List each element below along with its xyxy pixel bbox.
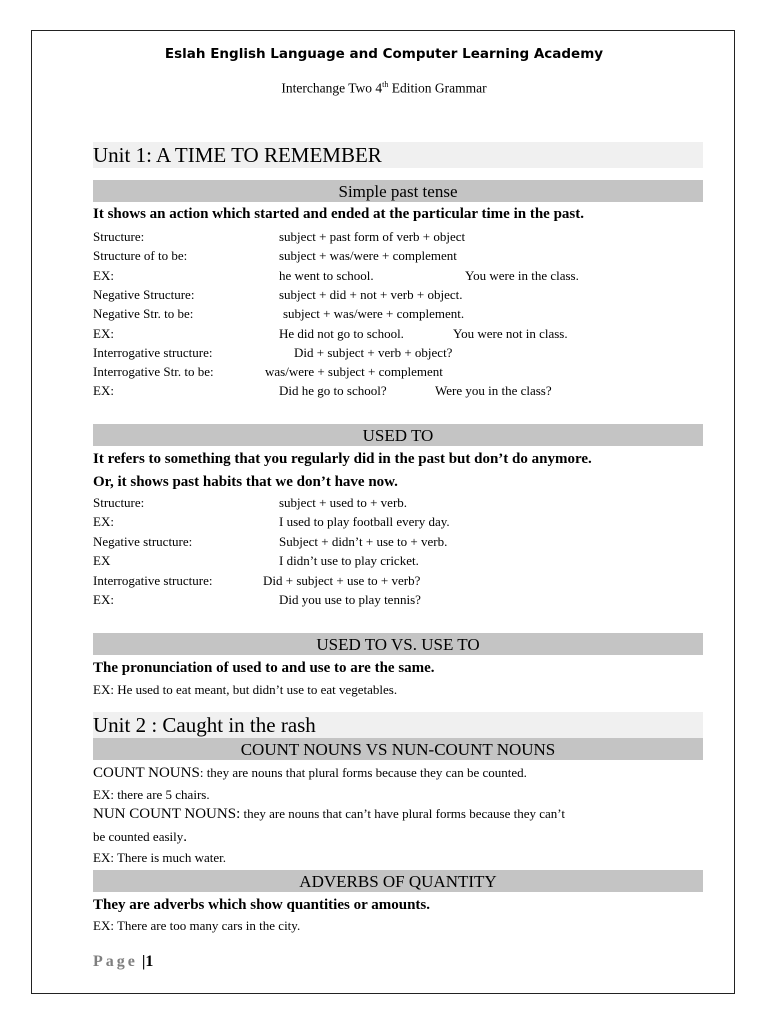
simple-past-row-value: Did + subject + verb + object? [294,344,453,360]
used-to-row-value: Did + subject + use to + verb? [263,572,421,588]
used-vs-use-heading: USED TO VS. USE TO [93,633,703,655]
noncount-nouns-term: NUN COUNT NOUNS: [93,806,241,822]
simple-past-row-value: subject + past form of verb + object [279,229,466,244]
simple-past-row-label: Interrogative structure: [93,344,213,360]
page-separator: | [141,953,146,970]
simple-past-row-label: Structure of to be: [93,248,188,264]
used-vs-use-lead: The pronunciation of used to and use to are the same. [93,660,435,676]
simple-past-row-value: Did he go to school? [279,383,387,399]
simple-past-row-value: subject + was/were + complement [279,248,457,264]
simple-past-row-value: was/were + subject + complement [265,364,443,380]
simple-past-row-value: subject + did + not + verb + object. [279,286,463,302]
page-label: Page [93,953,138,970]
noncount-nouns-example: EX: There is much water. [93,850,226,865]
simple-past-row-value-2: You were not in class. [453,325,568,341]
used-to-row-value: I used to play football every day. [279,514,450,530]
noncount-nouns-definition-cont: be counted easily. [93,829,187,845]
used-to-row-label: EX: [93,514,114,530]
used-to-row-value: Subject + didn’t + use to + verb. [279,533,448,549]
simple-past-row-value: subject + was/were + complement. [283,306,465,322]
simple-past-row-value-2: Were you in the class? [435,383,552,399]
adverbs-heading: ADVERBS OF QUANTITY [93,870,703,892]
simple-past-heading: Simple past tense [93,180,703,202]
simple-past-row-label: Negative Structure: [93,286,195,302]
simple-past-row-label: EX: [93,267,114,283]
adverbs-example: EX: There are too many cars in the city. [93,918,301,933]
unit1-title: Unit 1: A TIME TO REMEMBER [93,142,703,168]
page-number: 1 [145,953,154,970]
count-nouns-definition: COUNT NOUNS: they are nouns that plural forms because they can be counted. [93,765,527,781]
academy-title: Eslah English Language and Computer Learning Academy [164,46,604,62]
used-to-row-label: Structure: [93,495,145,510]
used-to-row-value: subject + used to + verb. [279,495,408,510]
simple-past-row-label: Negative Str. to be: [93,306,194,322]
course-subtitle: Interchange Two 4th Edition Grammar [281,80,487,96]
used-to-row-label: EX [93,553,111,569]
used-to-heading: USED TO [93,424,703,446]
simple-past-row-value: He did not go to school. [279,325,404,341]
used-to-row-label: Negative structure: [93,533,193,549]
used-to-row-label: EX: [93,592,114,607]
used-to-row-label: Interrogative structure: [93,572,213,588]
simple-past-row-label: EX: [93,325,114,341]
simple-past-row-value: he went to school. [279,267,374,283]
count-nouns-term: COUNT NOUNS [93,765,200,781]
simple-past-row-value-2: You were in the class. [465,267,579,283]
used-to-row-value: Did you use to play tennis? [279,592,421,607]
page-footer [93,953,153,971]
used-vs-use-example: EX: He used to eat meant, but didn’t use to eat vegetables. [93,682,398,697]
simple-past-row-label: EX: [93,383,114,399]
used-to-lead-1: It refers to something that you regularly did in the past but don’t do anymore. [93,451,592,467]
simple-past-row-label: Structure: [93,229,145,244]
noncount-nouns-definition: NUN COUNT NOUNS: they are nouns that can’t have plural forms because they can’t [93,806,565,822]
simple-past-row-label: Interrogative Str. to be: [93,364,214,380]
unit2-title: Unit 2 : Caught in the rash [93,712,703,738]
used-to-lead-2: Or, it shows past habits that we don’t have now. [93,474,398,490]
used-to-row-value: I didn’t use to play cricket. [279,553,419,569]
count-nouns-heading: COUNT NOUNS VS NUN-COUNT NOUNS [93,738,703,760]
count-nouns-example: EX: there are 5 chairs. [93,787,210,802]
simple-past-lead: It shows an action which started and ended at the particular time in the past. [93,206,584,222]
adverbs-lead: They are adverbs which show quantities or amounts. [93,897,430,913]
